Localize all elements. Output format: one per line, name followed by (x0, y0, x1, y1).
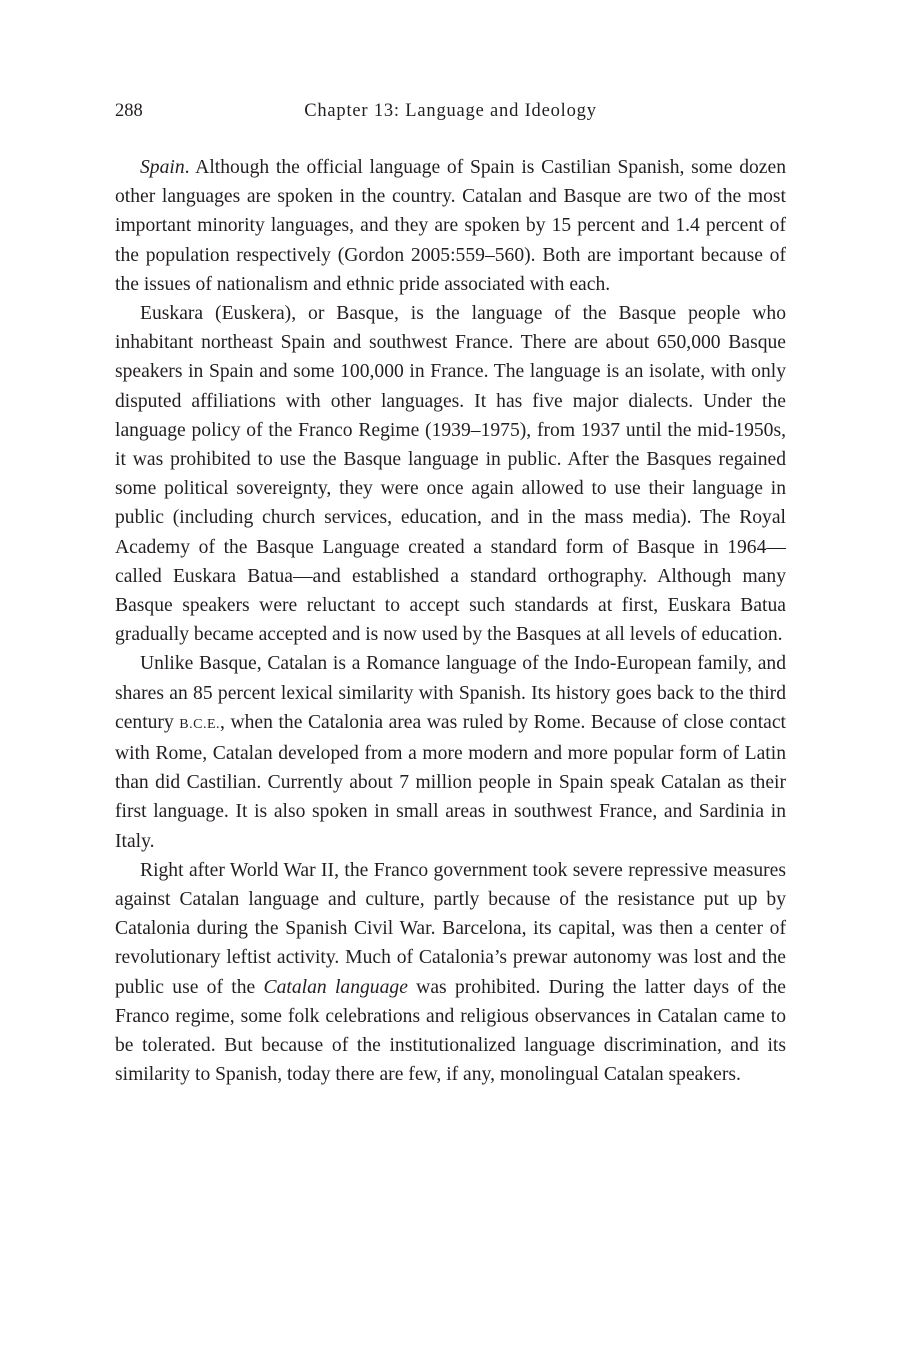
running-head (115, 98, 786, 124)
paragraph-franco (115, 856, 786, 1090)
section-lead-spain: Spain (140, 157, 185, 178)
page-number: 288 (115, 101, 143, 121)
paragraph-catalan-text-b: , when the Catalonia area was ruled by Rome. Because of close contact with Rome, Catalan developed from a more modern and more popular form of Latin than did Castilian. Currently about 7 million people in Spain speak Catalan as their first language. It is also spoken in small areas in southwest France, and Sardinia in Italy. (115, 711, 786, 852)
paragraph-catalan (115, 649, 786, 855)
chapter-title: Chapter 13: Language and Ideology (304, 101, 597, 121)
paragraph-spain-text: . Although the official language of Spain is Castilian Spanish, some dozen other languages are spoken in the country. Catalan and Basque are two of the most important minority languages, and they are spoken by 15 percent and 1.4 percent of the population respectively (Gordon 2005:559–560). Both are important because of the issues of nationalism and ethnic pride associated with each. (115, 157, 786, 295)
paragraph-catalan-text-a: Unlike Basque, Catalan is a Romance language of the Indo-European family, and shares an 85 percent lexical similarity with Spanish. Its history goes back to the third century (115, 653, 786, 733)
paragraph-spain (115, 153, 786, 299)
paragraph-basque-text: Euskara (Euskera), or Basque, is the language of the Basque people who inhabitant northeast Spain and southwest France. There are about 650,000 Basque speakers in Spain and some 100,000 in France. The language is an isolate, with only disputed affiliations with other languages. It has five major dialects. Under the language policy of the Franco Regime (1939–1975), from 1937 until the mid-1950s, it was prohibited to use the Basque language in public. After the Basques regained some political sovereignty, they were once again allowed to use their language in public (including church services, education, and in the mass media). The Royal Academy of the Basque Language created a standard form of Basque in 1964—called Euskara Batua—and established a standard orthography. Although many Basque speakers were reluctant to accept such standards at first, Euskara Batua gradually became accepted and is now used by the Basques at all levels of education. (115, 303, 786, 646)
paragraph-franco-text-b: was prohibited. During the latter days of the Franco regime, some folk celebrations and religious observances in Catalan came to be tolerated. But because of the institutionalized language discrimination, and its similarity to Spanish, today there are few, if any, monolingual Catalan speakers. (115, 976, 787, 1086)
paragraph-basque (115, 299, 786, 649)
paragraph-franco-text-a: Right after World War II, the Franco government took severe repressive measures against Catalan language and culture, partly because of the resistance put up by Catalonia during the Spanish Civil War. Barcelona, its capital, was then a center of revolutionary leftist activity. Much of Catalonia’s prewar autonomy was lost and the public use of the (115, 859, 786, 998)
bce-smallcaps: B.C.E. (179, 716, 221, 732)
body-text (115, 153, 786, 1090)
catalan-language-italic: Catalan language (263, 976, 408, 998)
